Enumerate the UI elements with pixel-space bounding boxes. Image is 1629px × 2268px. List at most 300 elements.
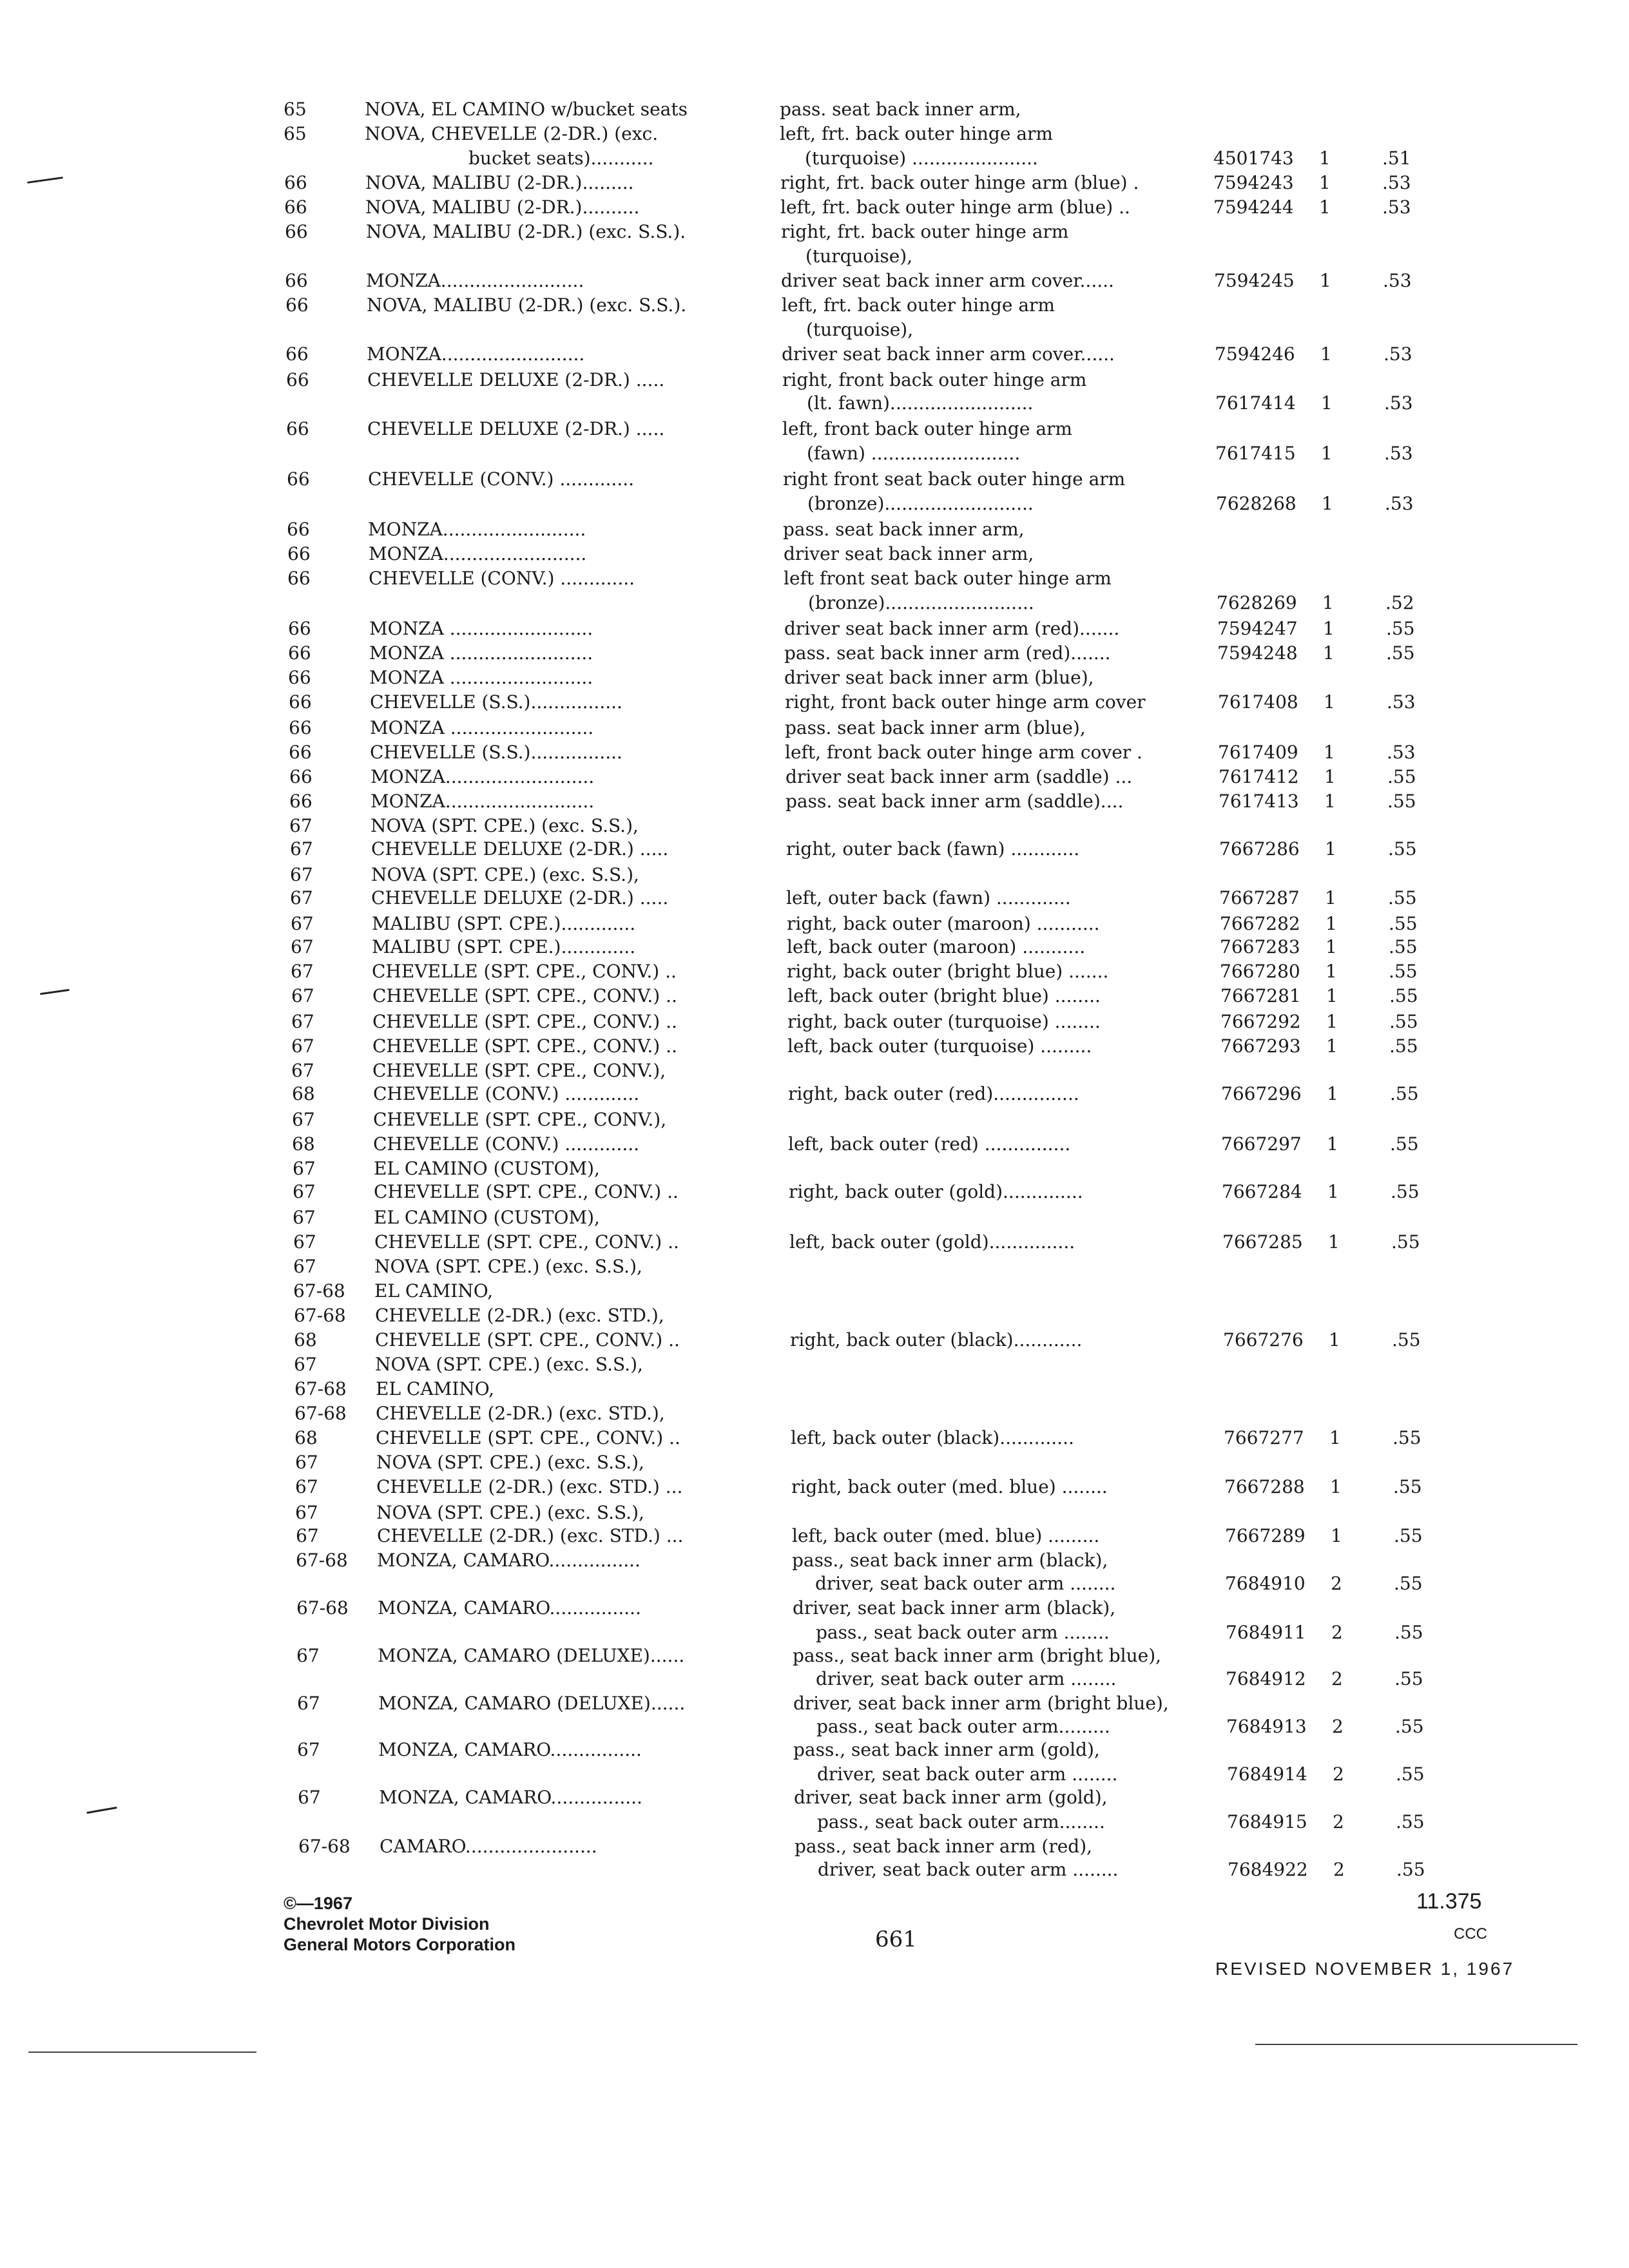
part-number-cell: 7667288 (1224, 1476, 1305, 1497)
table-row (293, 1229, 1505, 1255)
part-number-cell: 7684912 (1226, 1668, 1306, 1689)
table-row (294, 1401, 1506, 1427)
description-cell: driver seat back inner arm cover...... (782, 343, 1115, 365)
quantity-cell: 1 (1326, 985, 1338, 1006)
model-cell: NOVA (SPT. CPE.) (exc. S.S.), (376, 1502, 644, 1523)
year-cell: 68 (292, 1133, 315, 1155)
year-cell: 67 (294, 1354, 317, 1375)
table-row (291, 1033, 1503, 1059)
model-cell: CHEVELLE (SPT. CPE., CONV.) .. (372, 985, 677, 1006)
price-cell: .53 (1387, 691, 1416, 713)
description-cell: left, back outer (gold)............... (789, 1231, 1075, 1253)
model-cell: NOVA, MALIBU (2-DR.).......... (365, 197, 640, 218)
year-cell: 67 (291, 936, 314, 957)
description-cell: left, frt. back outer hinge arm (blue) .. (780, 197, 1130, 218)
description-cell: pass. seat back inner arm (blue), (785, 717, 1086, 738)
quantity-cell: 2 (1331, 1573, 1342, 1594)
description-cell: driver seat back inner arm (saddle) ... (786, 766, 1133, 787)
model-cell: MONZA, CAMARO (DELUXE)...... (378, 1693, 686, 1714)
model-cell: EL CAMINO (CUSTOM), (374, 1158, 600, 1179)
model-cell: CHEVELLE (SPT. CPE., CONV.) .. (374, 1231, 679, 1253)
table-row (286, 390, 1498, 416)
description-cell: (turquoise) ...................... (805, 148, 1038, 169)
model-cell: CHEVELLE DELUXE (2-DR.) ..... (367, 418, 665, 439)
year-cell: 67 (291, 961, 314, 982)
part-number-cell: 7667277 (1224, 1427, 1304, 1448)
description-cell: pass., seat back inner arm (gold), (793, 1739, 1100, 1760)
quantity-cell: 1 (1319, 148, 1331, 169)
description-cell: right, back outer (red)............... (788, 1083, 1079, 1104)
model-cell: CHEVELLE (CONV.) ............. (373, 1133, 640, 1155)
quantity-cell: 1 (1325, 961, 1337, 982)
table-row (287, 566, 1499, 591)
table-row (298, 1762, 1509, 1787)
quantity-cell: 1 (1320, 270, 1331, 291)
part-number-cell: 7667280 (1220, 961, 1300, 982)
table-row (286, 367, 1498, 393)
part-number-cell: 7617415 (1215, 443, 1296, 464)
year-cell: 65 (284, 99, 307, 120)
description-cell: pass., seat back outer arm........ (817, 1811, 1105, 1832)
table-row (293, 1179, 1504, 1205)
model-cell: CHEVELLE (2-DR.) (exc. STD.) ... (376, 1476, 683, 1497)
description-cell: right, back outer (med. blue) ........ (791, 1476, 1108, 1497)
model-cell: NOVA, MALIBU (2-DR.)......... (365, 172, 634, 193)
table-row (287, 590, 1499, 616)
quantity-cell: 1 (1325, 913, 1337, 934)
table-row (294, 1376, 1506, 1402)
part-number-cell: 7667284 (1222, 1181, 1302, 1202)
year-cell: 67 (293, 1181, 316, 1202)
price-cell: .55 (1391, 1231, 1420, 1253)
year-cell: 67 (290, 864, 313, 885)
year-cell: 66 (287, 568, 311, 589)
model-cell: CHEVELLE (SPT. CPE., CONV.), (373, 1109, 667, 1130)
table-row (291, 934, 1502, 960)
model-cell: CHEVELLE (SPT. CPE., CONV.) .. (374, 1181, 679, 1202)
table-row (287, 466, 1498, 492)
bottom-rule-right (1255, 2044, 1577, 2045)
price-cell: .55 (1394, 1622, 1423, 1643)
table-row (294, 1352, 1505, 1378)
table-row (297, 1737, 1509, 1763)
table-row (295, 1500, 1507, 1526)
part-number-cell: 7684915 (1227, 1811, 1307, 1832)
quantity-cell: 2 (1333, 1859, 1345, 1880)
year-cell: 67 (291, 913, 314, 934)
model-cell: CHEVELLE DELUXE (2-DR.) ..... (371, 887, 669, 908)
quantity-cell: 1 (1329, 1329, 1340, 1350)
table-row (289, 715, 1500, 741)
model-cell: CAMARO....................... (380, 1836, 597, 1857)
model-cell: NOVA (SPT. CPE.) (exc. S.S.), (374, 1256, 642, 1277)
revised-date: REVISED NOVEMBER 1, 1967 (1215, 1959, 1515, 1979)
quantity-cell: 1 (1320, 343, 1332, 365)
table-row (296, 1643, 1508, 1669)
table-row (291, 1058, 1503, 1084)
year-cell: 68 (294, 1427, 318, 1448)
year-cell: 66 (286, 418, 309, 439)
division-line: Chevrolet Motor Division (284, 1914, 490, 1934)
year-cell: 67 (291, 1060, 314, 1081)
quantity-cell: 2 (1331, 1622, 1343, 1643)
copyright-line: ©—1967 (284, 1894, 352, 1913)
year-cell: 67 (295, 1452, 318, 1473)
year-cell: 67 (297, 1693, 320, 1714)
price-cell: .55 (1393, 1427, 1422, 1448)
table-row (288, 616, 1499, 642)
table-row (293, 1205, 1504, 1231)
description-cell: left, front back outer hinge arm (782, 418, 1072, 439)
year-cell: 67-68 (294, 1378, 347, 1399)
table-row (298, 1809, 1509, 1835)
price-cell: .53 (1385, 493, 1414, 514)
description-cell: driver seat back inner arm (red)....... (784, 618, 1120, 639)
year-cell: 67-68 (296, 1550, 348, 1571)
part-number-cell: 7617409 (1218, 742, 1298, 763)
description-cell: right front seat back outer hinge arm (783, 468, 1126, 490)
quantity-cell: 2 (1333, 1811, 1344, 1832)
description-cell: (bronze).......................... (808, 592, 1034, 613)
description-cell: (fawn) .......................... (807, 443, 1021, 464)
year-cell: 67 (292, 1109, 315, 1130)
model-cell: MONZA, CAMARO................ (379, 1787, 642, 1808)
price-cell: .55 (1386, 642, 1415, 664)
description-cell: left, back outer (black)............. (791, 1427, 1074, 1448)
part-number-cell: 7667285 (1222, 1231, 1303, 1253)
margin-mark (40, 989, 70, 995)
model-cell: CHEVELLE (2-DR.) (exc. STD.), (375, 1305, 664, 1326)
quantity-cell: 1 (1324, 691, 1335, 713)
table-row (284, 97, 1495, 122)
quantity-cell: 1 (1328, 1231, 1340, 1253)
table-row (285, 219, 1496, 245)
year-cell: 66 (288, 642, 311, 664)
model-cell: bucket seats)........... (468, 148, 654, 169)
description-cell: left, back outer (red) ............... (788, 1133, 1071, 1155)
model-cell: CHEVELLE (SPT. CPE., CONV.) .. (372, 1035, 677, 1057)
table-row (287, 517, 1498, 543)
description-cell: left, back outer (med. blue) ......... (792, 1525, 1100, 1546)
table-row (294, 1425, 1506, 1451)
model-cell: CHEVELLE (SPT. CPE., CONV.) .. (376, 1427, 680, 1448)
part-number-cell: 7684914 (1227, 1763, 1307, 1785)
price-cell: .55 (1389, 913, 1418, 934)
description-cell: pass., seat back outer arm ........ (816, 1622, 1110, 1643)
table-row (286, 441, 1498, 466)
part-number-cell: 7628269 (1217, 592, 1297, 613)
model-cell: EL CAMINO, (374, 1280, 494, 1302)
description-cell: pass., seat back inner arm (red), (795, 1836, 1093, 1857)
year-cell: 66 (288, 667, 311, 688)
price-cell: .55 (1387, 791, 1416, 812)
model-cell: MONZA ......................... (369, 618, 593, 639)
model-cell: MALIBU (SPT. CPE.)............. (372, 913, 636, 934)
price-cell: .55 (1389, 1011, 1418, 1032)
description-cell: (bronze).......................... (807, 493, 1034, 514)
model-cell: MONZA, CAMARO................ (378, 1597, 641, 1619)
model-cell: MONZA ......................... (369, 667, 593, 688)
quantity-cell: 1 (1321, 392, 1333, 414)
price-cell: .53 (1384, 392, 1413, 414)
model-cell: NOVA, EL CAMINO w/bucket seats (365, 99, 688, 120)
year-cell: 66 (284, 197, 307, 218)
table-row (284, 146, 1496, 171)
quantity-cell: 1 (1329, 1427, 1341, 1448)
year-cell: 67 (290, 887, 313, 908)
description-cell: left, frt. back outer hinge arm (780, 123, 1053, 144)
table-row (298, 1785, 1509, 1811)
quantity-cell: 1 (1327, 1181, 1339, 1202)
quantity-cell: 1 (1325, 838, 1336, 860)
model-cell: NOVA (SPT. CPE.) (exc. S.S.), (376, 1452, 644, 1473)
table-row (284, 170, 1496, 196)
model-cell: CHEVELLE (SPT. CPE., CONV.) .. (372, 1011, 677, 1032)
quantity-cell: 1 (1325, 887, 1336, 908)
table-row (286, 416, 1498, 442)
part-number-cell: 7667296 (1221, 1083, 1302, 1104)
quantity-cell: 2 (1333, 1763, 1344, 1785)
part-number-cell: 7617413 (1219, 791, 1299, 812)
table-row (285, 293, 1497, 318)
description-cell: driver seat back inner arm (blue), (784, 667, 1094, 688)
price-cell: .53 (1382, 197, 1411, 218)
table-row (291, 1009, 1503, 1035)
quantity-cell: 1 (1324, 791, 1336, 812)
part-number-cell: 7617412 (1219, 766, 1299, 787)
part-number-cell: 7594248 (1217, 642, 1298, 664)
description-cell: driver, seat back outer arm ........ (815, 1573, 1116, 1594)
year-cell: 67-68 (298, 1836, 351, 1857)
model-cell: CHEVELLE DELUXE (2-DR.) ..... (371, 838, 669, 860)
price-cell: .55 (1394, 1525, 1423, 1546)
year-cell: 67-68 (293, 1280, 345, 1302)
year-cell: 67 (289, 815, 313, 836)
year-cell: 66 (289, 691, 312, 713)
table-row (297, 1691, 1509, 1716)
model-cell: MONZA......................... (369, 543, 587, 564)
description-cell: right, front back outer hinge arm cover (785, 691, 1146, 713)
table-row (284, 195, 1496, 220)
model-cell: MONZA, CAMARO (DELUXE)...... (378, 1645, 685, 1666)
quantity-cell: 1 (1325, 936, 1337, 957)
price-cell: .55 (1388, 887, 1417, 908)
model-cell: CHEVELLE (SPT. CPE., CONV.), (372, 1060, 666, 1081)
year-cell: 67-68 (294, 1403, 347, 1424)
table-row (291, 983, 1503, 1009)
table-row (289, 789, 1501, 814)
model-cell: CHEVELLE (SPT. CPE., CONV.) .. (372, 961, 677, 982)
description-cell: right, front back outer hinge arm (782, 369, 1087, 390)
description-cell: right, outer back (fawn) ............ (786, 838, 1080, 860)
model-cell: NOVA, MALIBU (2-DR.) (exc. S.S.). (366, 221, 686, 242)
table-row (292, 1131, 1503, 1157)
table-row (296, 1620, 1508, 1646)
table-row (289, 813, 1501, 839)
margin-mark (27, 177, 63, 184)
description-cell: right, back outer (turquoise) ........ (787, 1011, 1101, 1032)
table-row (290, 836, 1501, 862)
model-cell: CHEVELLE (CONV.) ............. (369, 568, 635, 589)
table-row (296, 1548, 1507, 1573)
year-cell: 67-68 (294, 1305, 346, 1326)
quantity-cell: 1 (1323, 642, 1335, 664)
part-number-cell: 7667286 (1219, 838, 1300, 860)
description-cell: left, outer back (fawn) ............. (786, 887, 1071, 908)
quantity-cell: 1 (1324, 742, 1335, 763)
price-cell: .55 (1393, 1476, 1422, 1497)
price-cell: .55 (1389, 961, 1418, 982)
year-cell: 67 (293, 1231, 316, 1253)
table-row (285, 268, 1496, 294)
table-row (295, 1474, 1507, 1500)
quantity-cell: 1 (1319, 172, 1331, 193)
description-cell: (turquoise), (805, 245, 913, 267)
year-cell: 66 (285, 294, 309, 316)
page-number: 661 (875, 1927, 917, 1952)
price-cell: .51 (1382, 148, 1411, 169)
year-cell: 66 (288, 618, 311, 639)
price-cell: .55 (1396, 1763, 1425, 1785)
part-number-cell: 7667281 (1220, 985, 1301, 1006)
quantity-cell: 1 (1323, 618, 1335, 639)
year-cell: 67 (295, 1476, 318, 1497)
price-cell: .55 (1388, 838, 1417, 860)
year-cell: 67 (296, 1645, 320, 1666)
price-cell: .55 (1391, 1181, 1420, 1202)
year-cell: 66 (289, 766, 313, 787)
table-row (293, 1254, 1505, 1280)
model-cell: MONZA......................... (367, 343, 585, 365)
corporation-line: General Motors Corporation (284, 1935, 516, 1954)
part-number-cell: 7667297 (1221, 1133, 1302, 1155)
part-number-cell: 7667293 (1220, 1035, 1301, 1057)
model-cell: MONZA.......................... (371, 766, 595, 787)
price-cell: .53 (1384, 443, 1413, 464)
description-cell: right, back outer (bright blue) ....... (787, 961, 1109, 982)
part-number-cell: 7667276 (1223, 1329, 1304, 1350)
description-cell: left front seat back outer hinge arm (784, 568, 1112, 589)
year-cell: 66 (286, 369, 309, 390)
part-number-cell: 7628268 (1216, 493, 1296, 514)
description-cell: left, front back outer hinge arm cover . (785, 742, 1142, 763)
quantity-cell: 1 (1331, 1525, 1342, 1546)
description-cell: driver seat back inner arm, (784, 543, 1034, 564)
table-row (285, 341, 1497, 367)
table-row (288, 665, 1499, 691)
price-cell: .55 (1390, 1133, 1419, 1155)
table-row (291, 959, 1502, 985)
section-number: 11.375 (1416, 1889, 1482, 1914)
part-number-cell: 7594244 (1213, 197, 1294, 218)
quantity-cell: 1 (1326, 1011, 1338, 1032)
quantity-cell: 1 (1324, 766, 1336, 787)
price-cell: .53 (1387, 742, 1416, 763)
description-cell: left, back outer (maroon) ........... (787, 936, 1086, 957)
description-cell: driver, seat back outer arm ........ (817, 1763, 1118, 1785)
year-cell: 65 (284, 123, 307, 144)
part-number-cell: 7594247 (1217, 618, 1298, 639)
quantity-cell: 1 (1330, 1476, 1342, 1497)
part-number-cell: 7684910 (1225, 1573, 1306, 1594)
part-number-cell: 7684913 (1226, 1716, 1307, 1737)
part-number-cell: 7617408 (1218, 691, 1298, 713)
quantity-cell: 1 (1319, 197, 1331, 218)
quantity-cell: 2 (1331, 1668, 1343, 1689)
model-cell: NOVA (SPT. CPE.) (exc. S.S.), (375, 1354, 643, 1375)
model-cell: CHEVELLE (S.S.)................ (370, 691, 622, 713)
description-cell: pass. seat back inner arm (red)....... (784, 642, 1111, 664)
quantity-cell: 2 (1332, 1716, 1344, 1737)
model-cell: NOVA, CHEVELLE (2-DR.) (exc. (365, 123, 659, 144)
description-cell: pass. seat back inner arm, (780, 99, 1021, 120)
part-number-cell: 7667292 (1220, 1011, 1301, 1032)
table-row (290, 862, 1501, 888)
year-cell: 66 (289, 742, 312, 763)
year-cell: 66 (289, 717, 312, 738)
table-row (287, 491, 1498, 517)
table-row (293, 1156, 1504, 1182)
table-row (297, 1714, 1509, 1740)
quantity-cell: 1 (1326, 1035, 1338, 1057)
price-cell: .55 (1394, 1573, 1423, 1594)
model-cell: EL CAMINO (CUSTOM), (374, 1207, 600, 1228)
model-cell: CHEVELLE (2-DR.) (exc. STD.), (376, 1403, 665, 1424)
bottom-rule-left (28, 2052, 256, 2053)
model-cell: NOVA (SPT. CPE.) (exc. S.S.), (371, 815, 639, 836)
description-cell: (lt. fawn)......................... (807, 392, 1034, 414)
year-cell: 67 (295, 1502, 318, 1523)
model-cell: MALIBU (SPT. CPE.)............. (372, 936, 636, 957)
model-cell: CHEVELLE (2-DR.) (exc. STD.) ... (377, 1525, 684, 1546)
year-cell: 66 (285, 270, 308, 291)
table-row (298, 1834, 1510, 1860)
price-cell: .55 (1396, 1859, 1425, 1880)
quantity-cell: 1 (1327, 1133, 1338, 1155)
table-row (292, 1107, 1503, 1133)
model-cell: CHEVELLE (CONV.) ............. (373, 1083, 640, 1104)
table-row (285, 244, 1496, 269)
description-cell: right, frt. back outer hinge arm (781, 221, 1069, 242)
table-row (294, 1303, 1505, 1329)
year-cell: 68 (294, 1329, 317, 1350)
price-cell: .55 (1390, 1083, 1419, 1104)
price-cell: .55 (1395, 1716, 1424, 1737)
table-row (291, 911, 1502, 937)
year-cell: 66 (287, 519, 310, 540)
year-cell: 67 (297, 1739, 320, 1760)
table-row (289, 689, 1500, 715)
model-cell: MONZA.......................... (371, 791, 595, 812)
description-cell: driver, seat back inner arm (black), (793, 1597, 1116, 1619)
price-cell: .55 (1389, 936, 1418, 957)
price-cell: .53 (1383, 343, 1412, 365)
description-cell: left, back outer (turquoise) ......... (787, 1035, 1092, 1057)
description-cell: driver, seat back outer arm ........ (818, 1859, 1119, 1880)
quantity-cell: 1 (1321, 443, 1333, 464)
table-row (287, 541, 1499, 567)
model-cell: MONZA, CAMARO................ (378, 1739, 642, 1760)
model-cell: MONZA, CAMARO................ (377, 1550, 641, 1571)
year-cell: 67 (290, 838, 313, 860)
description-cell: left, frt. back outer hinge arm (782, 294, 1055, 316)
description-cell: pass., seat back inner arm (bright blue), (793, 1645, 1162, 1666)
table-row (296, 1666, 1508, 1692)
part-number-cell: 7617414 (1215, 392, 1296, 414)
part-number-cell: 7594243 (1213, 172, 1294, 193)
part-number-cell: 7667287 (1219, 887, 1300, 908)
price-cell: .55 (1387, 766, 1416, 787)
